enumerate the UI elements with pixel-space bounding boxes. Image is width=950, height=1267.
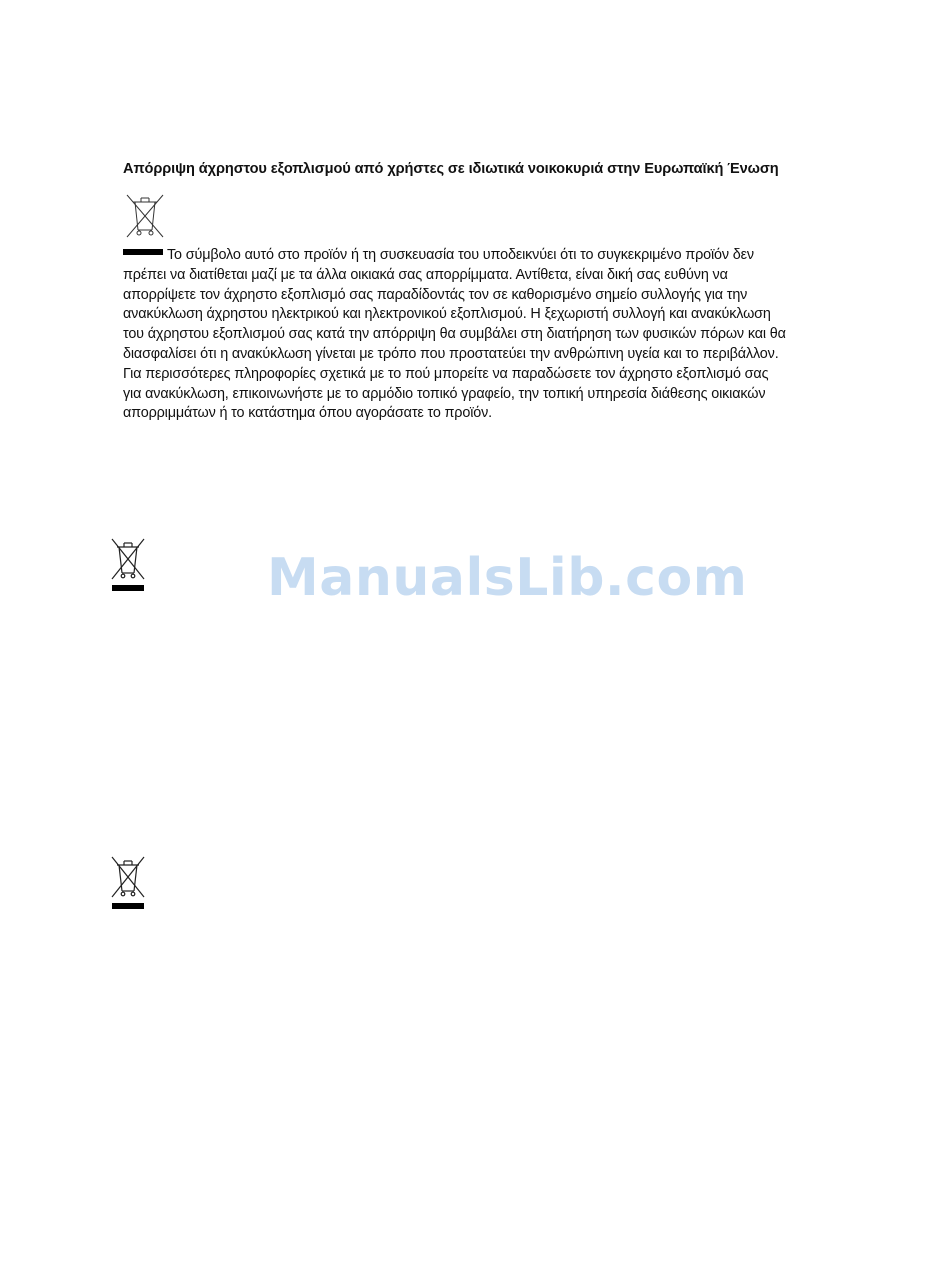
text-line: Το σύμβολο αυτό στο προϊόν ή τη συσκευασία του υποδεικνύει ότι το συγκεκριμένο προϊόν δεν [123,246,923,266]
text-line: Για περισσότερες πληροφορίες σχετικά με το πού μπορείτε να παραδώσετε τον άχρηστο εξοπλισμό σας [123,365,769,382]
text-line: του άχρηστου εξοπλισμού σας κατά την απόρριψη θα συμβάλει στη διατήρηση των φυσικών πόρων και θα [123,326,786,343]
text-line: διασφαλίσει ότι η ανακύκλωση γίνεται με τρόπο που προστατεύει την ανθρώπινη υγεία και το περιβάλλον. [123,345,779,362]
weee-bar-icon [123,249,163,255]
text-line: απορριμμάτων ή το κατάστημα όπου αγοράσατε το προϊόν. [123,405,492,422]
text-line: πρέπει να διατίθεται μαζί με τα άλλα οικιακά σας απορρίμματα. Αντίθετα, είναι δική σας ευθύνη να [123,266,728,283]
text-line: ανακύκλωση άχρηστου ηλεκτρικού και ηλεκτρονικού εξοπλισμού. Η ξεχωριστή συλλογή και ανακύκλωση [123,306,771,323]
text-line: απορρίψετε τον άχρηστο εξοπλισμό σας παραδίδοντάς τον σε καθορισμένο σημείο συλλογής για την [123,286,748,303]
crossed-out-bin-icon [124,192,166,240]
crossed-out-bin-icon [110,855,146,911]
text-line: για ανακύκλωση, επικοινωνήστε με το αρμόδιο τοπικό γραφείο, την τοπική υπηρεσία διάθεσης οικιακών [123,385,766,402]
disposal-paragraph [123,246,923,424]
crossed-out-bin-icon [110,537,146,593]
section-title: Απόρριψη άχρηστου εξοπλισμού από χρήστες σε ιδιωτικά νοικοκυριά στην Ευρωπαϊκή Ένωση [123,161,779,177]
watermark: ManualsLib.com [267,548,748,608]
